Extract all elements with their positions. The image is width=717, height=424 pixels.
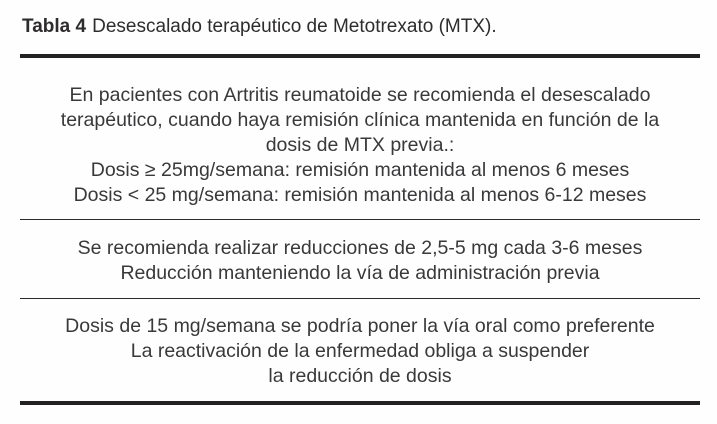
table-text-line: Dosis < 25 mg/semana: remisión mantenida al menos 6-12 meses: [73, 184, 647, 206]
table-section-route: [20, 298, 700, 401]
table-caption: [0, 0, 717, 39]
table-text-line: Dosis ≥ 25mg/semana: remisión mantenida al menos 6 meses: [90, 159, 630, 181]
table-caption-label: Tabla 4: [22, 16, 87, 37]
deescalation-table: [20, 54, 700, 405]
table-text-line: Dosis de 15 mg/semana se podría poner la vía oral como preferente: [65, 315, 655, 337]
table-text-line: Se recomienda realizar reducciones de 2,5-5 mg cada 3-6 meses: [77, 237, 643, 259]
table-text-line: Reducción manteniendo la vía de administración previa: [120, 262, 600, 284]
table-text-line: terapéutico, cuando haya remisión clínica mantenida en función de la: [60, 109, 660, 131]
table-section-reduction: [20, 219, 700, 298]
table-text-line: dosis de MTX previa.:: [265, 134, 455, 156]
table-text-line: En pacientes con Artritis reumatoide se recomienda el desescalado: [69, 84, 651, 106]
table-text-line: la reducción de dosis: [268, 365, 452, 387]
table-text-line: La reactivación de la enfermedad obliga a suspender: [130, 340, 590, 362]
table-section-indication: [20, 58, 700, 219]
table-caption-text: Desescalado terapéutico de Metotrexato (MTX).: [92, 16, 497, 37]
